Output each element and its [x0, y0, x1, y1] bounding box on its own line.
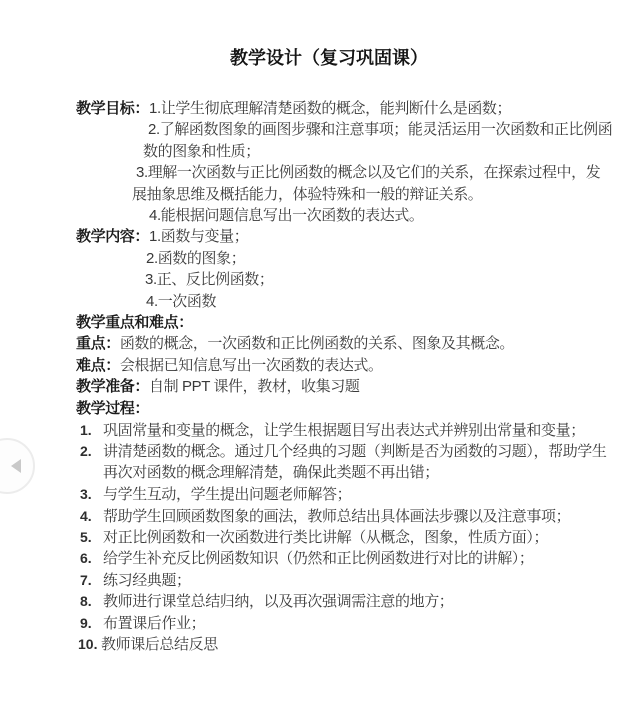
section-label: 教学内容： [76, 228, 150, 245]
list-number: 9. [80, 615, 92, 631]
line-text: 给学生补充反比例函数知识（仍然和正比例函数进行对比的讲解）； [103, 550, 534, 567]
doc-line [80, 441, 607, 461]
list-number: 2. [80, 443, 92, 459]
list-number: 5. [80, 529, 92, 545]
doc-line [136, 163, 600, 183]
line-text: 1.函数与变量； [149, 228, 249, 245]
line-text: 3.正、反比例函数； [145, 271, 274, 288]
line-text: 4.能根据问题信息写出一次函数的表达式。 [149, 207, 424, 224]
list-number: 1. [80, 422, 92, 438]
doc-line [80, 420, 585, 440]
line-text: 数的图象和性质； [143, 143, 260, 160]
doc-line [76, 99, 511, 119]
doc-line [80, 506, 570, 526]
doc-line [76, 334, 514, 354]
line-text: 会根据已知信息写出一次函数的表达式。 [119, 357, 383, 374]
doc-line [148, 120, 612, 140]
list-number: 4. [80, 508, 92, 524]
chevron-left-icon [11, 459, 21, 473]
section-label: 教学准备： [76, 378, 150, 395]
line-text: 与学生互动，学生提出问题老师解答； [103, 486, 352, 503]
section-label: 重点： [76, 335, 120, 352]
list-number: 10. [78, 636, 98, 652]
doc-line [76, 356, 383, 376]
line-text: 2.了解函数图象的画图步骤和注意事项；能灵活运用一次函数和正比例函 [148, 121, 613, 138]
line-text: 巩固常量和变量的概念，让学生根据题目写出表达式并辨别出常量和变量； [103, 422, 585, 439]
line-text: 再次对函数的概念理解清楚，确保此类题不再出错； [103, 464, 439, 481]
doc-line [103, 463, 439, 483]
doc-line [76, 227, 248, 247]
list-number: 7. [80, 572, 92, 588]
doc-line [132, 185, 482, 205]
doc-line [149, 206, 424, 226]
doc-line [76, 313, 193, 333]
section-label: 难点： [76, 357, 120, 374]
doc-line [146, 292, 216, 312]
line-text: 教师课后总结反思 [101, 636, 218, 653]
doc-line [80, 527, 548, 547]
doc-line [80, 613, 205, 633]
page-title: 教学设计（复习巩固课） [230, 48, 428, 68]
line-text: 布置课后作业； [103, 615, 206, 632]
doc-line [80, 484, 351, 504]
line-text: 讲清楚函数的概念。通过几个经典的习题（判断是否为函数的习题），帮助学生 [103, 443, 607, 460]
line-text: 教师进行课堂总结归纳，以及再次强调需注意的地方； [103, 593, 454, 610]
line-text: 对正比例函数和一次函数进行类比讲解（从概念，图象，性质方面）； [103, 529, 549, 546]
doc-line [80, 570, 191, 590]
doc-line [76, 399, 149, 419]
line-text: 3.理解一次函数与正比例函数的概念以及它们的关系，在探索过程中，发 [136, 164, 601, 181]
line-text: 1.让学生彻底理解清楚函数的概念，能判断什么是函数； [149, 100, 512, 117]
list-number: 6. [80, 550, 92, 566]
doc-line [146, 249, 245, 269]
section-label: 教学重点和难点： [76, 314, 193, 331]
section-label: 教学过程： [76, 400, 150, 417]
list-number: 8. [80, 593, 92, 609]
line-text: 2.函数的图象； [146, 250, 246, 267]
line-text: 函数的概念，一次函数和正比例函数的关系、图象及其概念。 [119, 335, 515, 352]
doc-line [143, 142, 260, 162]
doc-line [80, 548, 534, 568]
doc-line [78, 634, 218, 654]
list-number: 3. [80, 486, 92, 502]
doc-line [80, 591, 453, 611]
section-label: 教学目标： [76, 100, 150, 117]
doc-line [145, 270, 274, 290]
line-text: 4.一次函数 [146, 293, 217, 310]
line-text: 自制 PPT 课件，教材，收集习题 [149, 378, 360, 395]
line-text: 展抽象思维及概括能力，体验特殊和一般的辩证关系。 [132, 186, 483, 203]
line-text: 练习经典题； [103, 572, 191, 589]
doc-line [76, 377, 359, 397]
line-text: 帮助学生回顾函数图象的画法，教师总结出具体画法步骤以及注意事项； [103, 508, 571, 525]
